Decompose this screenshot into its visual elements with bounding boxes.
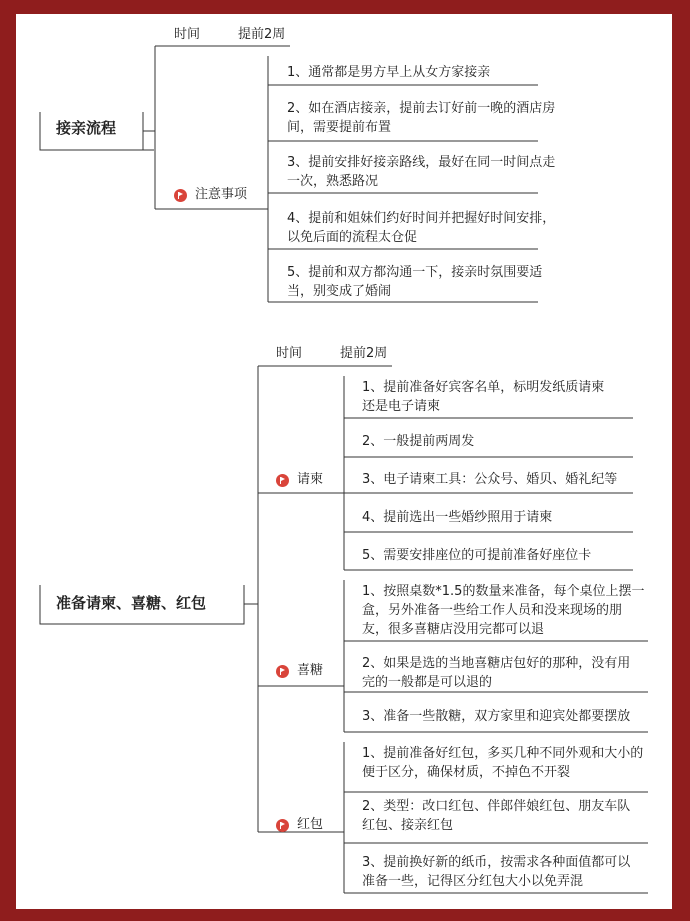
- s2-branch-invitation: [276, 472, 323, 488]
- s2-candy-item-1: 1、按照桌数*1.5的数量来准备，每个桌位上摆一 盒，另外准备一些给工作人员和没来现场的朋 友，很多喜糖店没用完都可以退: [362, 584, 645, 637]
- flag-icon: [174, 189, 187, 202]
- s1-branch-notes: [174, 187, 247, 203]
- s1-time-label: 时间: [174, 27, 201, 42]
- s2-branch-candy: [276, 663, 323, 679]
- s1-item-3: 3、提前安排好接亲路线，最好在同一时间点走 一次，熟悉路况: [287, 155, 556, 189]
- s1-item-4: 4、提前和姐妹们约好时间并把握好时间安排， 以免后面的流程太仓促: [287, 211, 556, 245]
- branch-label: 红包: [297, 817, 324, 832]
- s2-time-label: 时间: [276, 346, 303, 361]
- s2-invitation-item-3: 3、电子请柬工具：公众号、婚贝、婚礼纪等: [362, 472, 618, 487]
- flag-icon: [276, 474, 289, 487]
- s1-item-1: 1、通常都是男方早上从女方家接亲: [287, 65, 491, 80]
- s1-root-node: 接亲流程: [56, 119, 117, 137]
- s2-candy-item-2: 2、如果是选的当地喜糖店包好的那种，没有用 完的一般都是可以退的: [362, 656, 631, 690]
- s2-redpacket-item-1: 1、提前准备好红包，多买几种不同外观和大小的 便于区分，确保材质，不掉色不开裂: [362, 746, 644, 780]
- branch-label: 注意事项: [195, 187, 248, 202]
- flag-icon: [276, 665, 289, 678]
- flag-icon: [276, 819, 289, 832]
- branch-label: 喜糖: [297, 663, 324, 678]
- s1-item-5: 5、提前和双方都沟通一下，接亲时氛围要适 当，别变成了婚闹: [287, 265, 543, 299]
- s1-time-value: 提前2周: [238, 27, 286, 42]
- s2-redpacket-item-2: 2、类型：改口红包、伴郎伴娘红包、朋友车队 红包、接亲红包: [362, 799, 631, 833]
- s2-invitation-item-5: 5、需要安排座位的可提前准备好座位卡: [362, 548, 592, 563]
- s2-candy-item-3: 3、准备一些散糖，双方家里和迎宾处都要摆放: [362, 709, 631, 724]
- s2-invitation-item-4: 4、提前选出一些婚纱照用于请柬: [362, 510, 553, 525]
- s1-item-2: 2、如在酒店接亲，提前去订好前一晚的酒店房 间，需要提前布置: [287, 101, 556, 135]
- s2-root-node: 准备请柬、喜糖、红包: [56, 594, 207, 612]
- s2-branch-redpacket: [276, 817, 323, 833]
- s2-redpacket-item-3: 3、提前换好新的纸币，按需求各种面值都可以 准备一些，记得区分红包大小以免弄混: [362, 855, 631, 889]
- s2-time-value: 提前2周: [340, 346, 388, 361]
- s2-invitation-item-2: 2、一般提前两周发: [362, 434, 475, 449]
- s2-invitation-item-1: 1、提前准备好宾客名单，标明发纸质请柬 还是电子请柬: [362, 380, 605, 414]
- branch-label: 请柬: [297, 472, 324, 487]
